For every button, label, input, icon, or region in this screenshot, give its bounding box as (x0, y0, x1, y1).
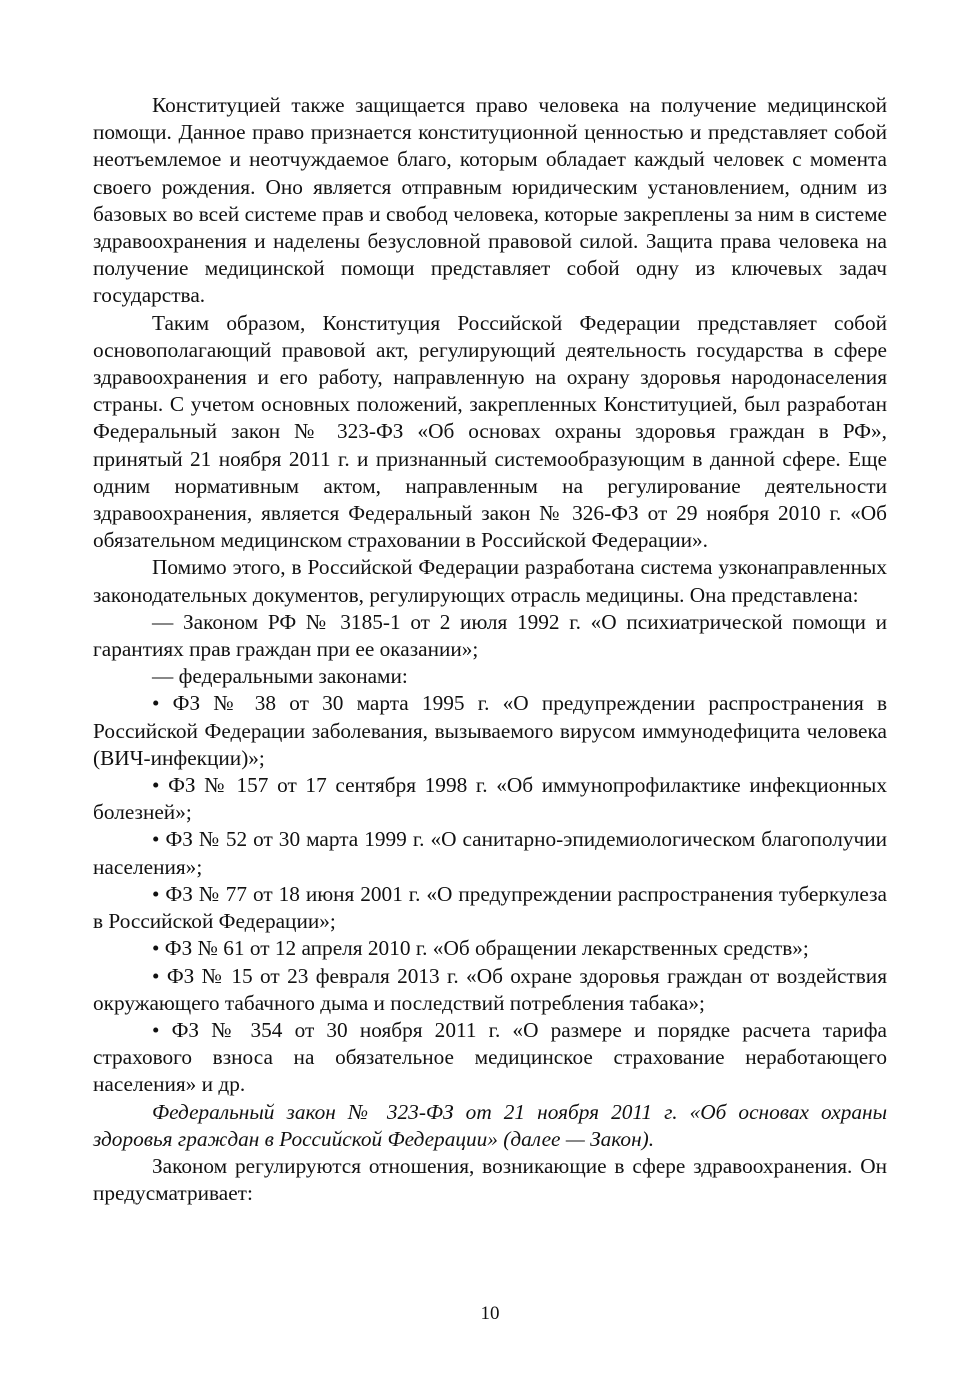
bullet-item-tuberculosis-law: • ФЗ № 77 от 18 июня 2001 г. «О предупреждении распространения туберкулеза в Российской Федерации»; (93, 881, 887, 934)
page-number: 10 (480, 1303, 500, 1324)
bullet-item-sanitary-law: • ФЗ № 52 от 30 марта 1999 г. «О санитарно-эпидемиологическом благополучии населения»; (93, 827, 887, 879)
paragraph-specialized-laws: Помимо этого, в Российской Федерации разработана система узконаправленных законодательных документов, регулирующих отрасль медицины. Она представлена: (93, 555, 887, 607)
italic-law-heading: Федеральный закон № 323-ФЗ от 21 ноября 2011 г. «Об основах охраны здоровья граждан в Российской Федерации» (далее — Закон). (93, 1099, 887, 1151)
dash-item-federal-laws: — федеральными законами: (152, 664, 408, 689)
bullet-item-hiv-law: • ФЗ № 38 от 30 марта 1995 г. «О предупреждении распространения в Российской Федерации заболевания, вызываемого вирусом иммунодефицита человека (ВИЧ-инфекции)»; (93, 691, 887, 770)
paragraph-law-regulates: Законом регулируются отношения, возникающие в сфере здравоохранения. Он предусматривает: (93, 1153, 887, 1206)
dash-item-psychiatric-law: — Законом РФ № 3185-1 от 2 июля 1992 г. «О психиатрической помощи и гарантиях прав граждан при ее оказании»; (93, 609, 887, 662)
bullet-item-immunoprophylaxis-law: • ФЗ № 157 от 17 сентября 1998 г. «Об иммунопрофилактике инфекционных болезней»; (93, 773, 887, 825)
paragraph-constitution-right: Конституцией также защищается право человека на получение медицинской помощи. Данное право признается конституционной ценностью и представляет собой неотъемлемое и неотчуждаемое благо, которым обладает каждый человек с момента своего рождения. Оно является отправным юридическим установлением, одним из базовых во всей системе прав и свобод человека, которые закреплены за ним в системе здравоохранения и наделены безусловной правовой силой. Защита права человека на получение медицинской помощи представляет собой одну из ключевых задач государства. (93, 93, 887, 308)
paragraph-constitution-summary: Таким образом, Конституция Российской Федерации представляет собой основополагающий правовой акт, регулирующий деятельность государства в сфере здравоохранения и его работу, направленную на охрану здоровья народонаселения страны. С учетом основных положений, закрепленных Конституцией, был разработан Федеральный закон № 323-ФЗ «Об основах охраны здоровья граждан в РФ», принятый 21 ноября 2011 г. и признанный системообразующим в данной сфере. Еще одним нормативным актом, направленным на регулирование деятельности здравоохранения, является Федеральный закон № 326-ФЗ от 29 ноября 2010 г. «Об обязательном медицинском страховании в Российской Федерации». (93, 310, 887, 553)
bullet-item-tobacco-law: • ФЗ № 15 от 23 февраля 2013 г. «Об охране здоровья граждан от воздействия окружающего табачного дыма и последствий потребления табака»; (93, 963, 887, 1015)
document-page (93, 92, 887, 1207)
bullet-item-insurance-tariff-law: • ФЗ № 354 от 30 ноября 2011 г. «О размере и порядке расчета тарифа страхового взноса на обязательное медицинское страхование неработающего населения» и др. (93, 1017, 887, 1097)
bullet-item-medicines-law: • ФЗ № 61 от 12 апреля 2010 г. «Об обращении лекарственных средств»; (152, 936, 809, 961)
